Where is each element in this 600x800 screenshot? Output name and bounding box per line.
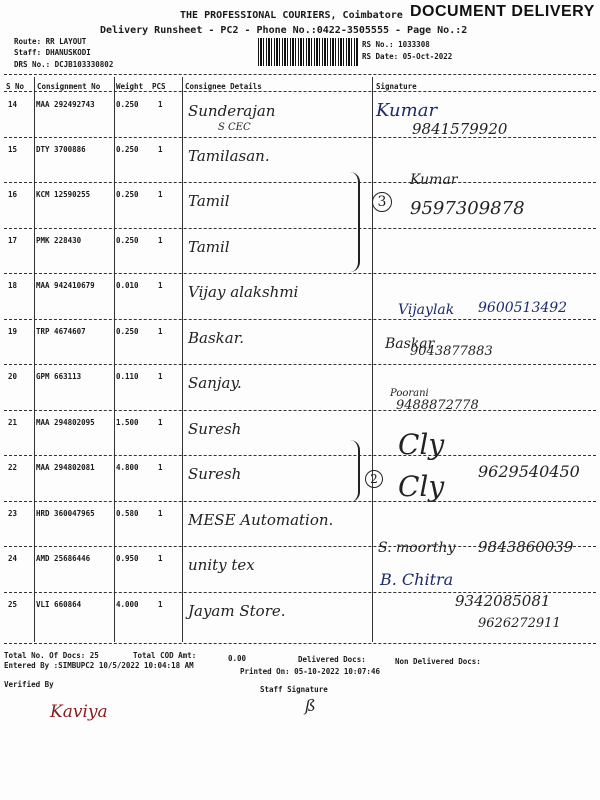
row-rule: [4, 364, 596, 365]
row-pcs: 1: [158, 509, 163, 518]
row-consignment: HRD 360047965: [36, 509, 95, 518]
col-consignee: Consignee Details: [185, 82, 262, 91]
phone-row-16: 9597309878: [410, 198, 525, 219]
col-divider: [34, 77, 35, 642]
row-weight: 0.250: [116, 327, 139, 336]
drs-number: DRS No.: DCJB103330802: [14, 60, 114, 69]
row-sno: 19: [8, 327, 18, 336]
col-signature: Signature: [376, 82, 417, 91]
col-divider: [114, 77, 115, 642]
row-consignee: unity tex: [188, 556, 255, 574]
row-consignment: MAA 292492743: [36, 100, 95, 109]
row-sno: 22: [8, 463, 18, 472]
row-pcs: 1: [158, 190, 163, 199]
rs-number: RS No.: 1033308: [362, 40, 430, 49]
row-sno: 25: [8, 600, 18, 609]
phone-row-14: 9841579920: [412, 120, 508, 138]
staff: Staff: DHANUSKODI: [14, 48, 91, 57]
row-sno: 15: [8, 145, 18, 154]
bracket-16-17: [350, 172, 360, 272]
row-pcs: 1: [158, 327, 163, 336]
rs-date: RS Date: 05-Oct-2022: [362, 52, 453, 61]
total-cod-label: Total COD Amt:: [133, 651, 197, 660]
phone-row-19: 9600513492: [478, 300, 568, 316]
col-weight: Weight: [116, 82, 144, 91]
row-pcs: 1: [158, 418, 163, 427]
row-consignment: GPM 663113: [36, 372, 82, 381]
total-docs: Total No. Of Docs: 25: [4, 651, 99, 660]
row-pcs: 1: [158, 600, 163, 609]
row-consignee: MESE Automation.: [188, 511, 334, 529]
row-sno: 21: [8, 418, 18, 427]
phone-row-22: 9629540450: [478, 462, 580, 481]
row-pcs: 1: [158, 100, 163, 109]
row-weight: 0.250: [116, 145, 139, 154]
col-sno: S No: [6, 82, 25, 91]
document-delivery-stamp: DOCUMENT DELIVERY: [410, 3, 595, 20]
row-consignment: TRP 4674607: [36, 327, 86, 336]
signature-scribble-22a: Cly: [398, 428, 445, 461]
row-sno: 20: [8, 372, 18, 381]
row-weight: 4.000: [116, 600, 139, 609]
signature-row-14: Kumar: [376, 100, 438, 121]
phone-row-25: 9342085081: [455, 592, 551, 610]
row-consignment: MAA 294802095: [36, 418, 95, 427]
signature-row-16: Kumar: [410, 172, 458, 188]
annotation-three: 3: [372, 192, 392, 212]
barcode: [258, 38, 358, 66]
table-top-rule: [4, 74, 596, 75]
row-consignment: DTY 3700886: [36, 145, 86, 154]
row-pcs: 1: [158, 554, 163, 563]
staff-signature-mark: ß: [305, 696, 316, 715]
row-rule: [4, 319, 596, 320]
verifier-signature: Kaviya: [50, 702, 108, 722]
row-consignee: Tamilasan.: [188, 147, 270, 165]
row-rule: [4, 410, 596, 411]
row-sno: 18: [8, 281, 18, 290]
row-consignment: MAA 942410679: [36, 281, 95, 290]
row-sno: 16: [8, 190, 18, 199]
verified-by: Verified By: [4, 680, 54, 689]
row-weight: 0.580: [116, 509, 139, 518]
row-consignee: Sunderajan: [188, 102, 276, 120]
row-consignee: Tamil: [188, 192, 230, 210]
staff-signature: Staff Signature: [260, 685, 328, 694]
row-pcs: 1: [158, 236, 163, 245]
phone-row-21: 9488872778: [396, 398, 479, 413]
signature-row-21: Poorani: [390, 388, 429, 399]
bracket-21-22: [350, 440, 360, 502]
phone-row-20: 9043877883: [410, 344, 493, 359]
row-consignee: Suresh: [188, 465, 242, 483]
row-consignment: VLI 660864: [36, 600, 82, 609]
row-consignee-extra: S CEC: [218, 122, 251, 133]
row-consignment: MAA 294802081: [36, 463, 95, 472]
row-sno: 14: [8, 100, 18, 109]
row-weight: 0.250: [116, 236, 139, 245]
row-weight: 0.010: [116, 281, 139, 290]
col-divider: [182, 77, 183, 642]
row-consignment: KCM 12590255: [36, 190, 91, 199]
signature-row-19: Vijaylak: [398, 302, 455, 318]
row-pcs: 1: [158, 372, 163, 381]
row-weight: 0.250: [116, 100, 139, 109]
row-weight: 0.110: [116, 372, 139, 381]
row-pcs: 1: [158, 281, 163, 290]
row-weight: 4.800: [116, 463, 139, 472]
row-consignee: Vijay alakshmi: [188, 283, 299, 301]
non-delivered-docs: Non Delivered Docs:: [395, 657, 481, 666]
signature-scribble-22b: Cly: [398, 470, 445, 503]
row-weight: 0.950: [116, 554, 139, 563]
row-rule: [4, 182, 596, 183]
row-consignment: AMD 25686446: [36, 554, 91, 563]
col-pcs: PCS: [152, 82, 166, 91]
table-header-rule: [4, 91, 596, 92]
row-rule: [4, 455, 596, 456]
printed-on: Printed On: 05-10-2022 10:07:46: [240, 667, 380, 676]
row-rule: [4, 501, 596, 502]
row-consignment: PMK 228430: [36, 236, 82, 245]
row-consignee: Baskar.: [188, 329, 244, 347]
total-cod-value: 0.00: [228, 654, 247, 663]
row-rule: [4, 643, 596, 644]
annotation-two: 2: [365, 470, 383, 488]
row-sno: 24: [8, 554, 18, 563]
runsheet-title: Delivery Runsheet - PC2 - Phone No.:0422-3505555 - Page No.:2: [100, 25, 468, 36]
row-rule: [4, 228, 596, 229]
col-divider: [372, 77, 373, 642]
row-consignee: Sanjay.: [188, 374, 242, 392]
entered-by: Entered By :SIMBUPC2 10/5/2022 10:04:18 AM: [4, 661, 194, 670]
row-rule: [4, 273, 596, 274]
row-pcs: 1: [158, 145, 163, 154]
delivered-docs: Delivered Docs:: [298, 655, 366, 664]
row-weight: 1.500: [116, 418, 139, 427]
row-sno: 17: [8, 236, 18, 245]
extra-phone: 9626272911: [478, 616, 561, 631]
row-consignee: Tamil: [188, 238, 230, 256]
row-sno: 23: [8, 509, 18, 518]
row-pcs: 1: [158, 463, 163, 472]
route: Route: RR LAYOUT: [14, 37, 87, 46]
company-name: THE PROFESSIONAL COURIERS, Coimbatore: [180, 10, 403, 21]
signature-row-20: Baskar: [385, 336, 435, 352]
signature-row-25: B. Chitra: [380, 570, 454, 589]
row-weight: 0.250: [116, 190, 139, 199]
phone-row-24: 9843860039: [478, 538, 574, 556]
row-consignee: Suresh: [188, 420, 242, 438]
row-consignee: Jayam Store.: [188, 602, 286, 620]
signature-row-24: S. moorthy: [378, 540, 456, 556]
col-consignment: Consignment No: [37, 82, 101, 91]
